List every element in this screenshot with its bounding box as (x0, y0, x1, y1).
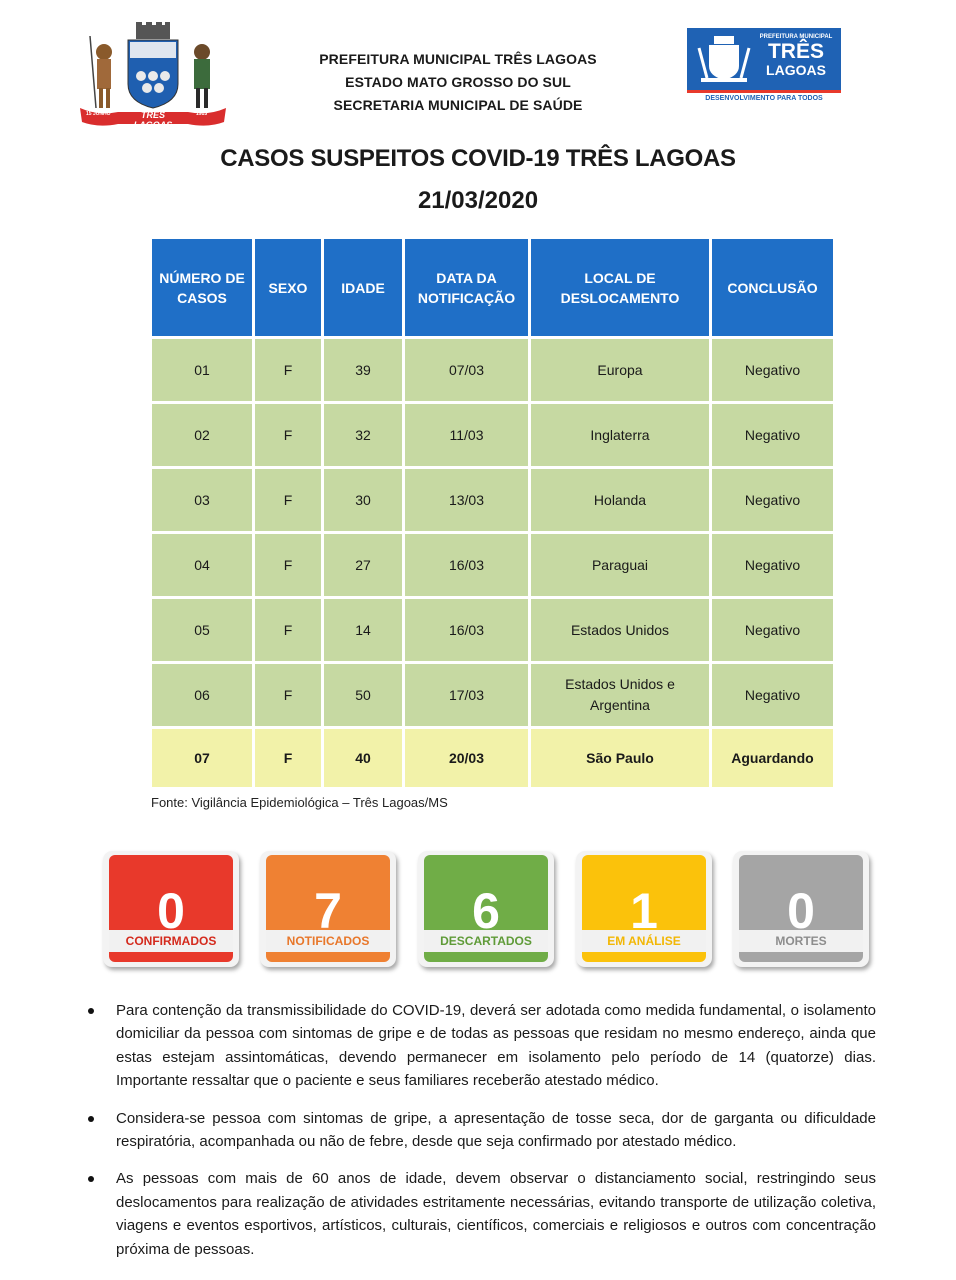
cell-conclusao: Negativo (712, 404, 833, 466)
counter-bottom-strip (424, 952, 548, 962)
table-row (152, 664, 833, 726)
cell-idade: 39 (324, 339, 402, 401)
table-row (152, 404, 833, 466)
cell-data: 16/03 (405, 599, 528, 661)
cell-data: 17/03 (405, 664, 528, 726)
counter-value: 6 (472, 883, 500, 930)
counter-value: 0 (787, 883, 815, 930)
coat-of-arms-banner-center: TRÊS LAGOAS (133, 110, 173, 130)
counter-number-area (109, 855, 233, 930)
header-line-secretaria: SECRETARIA MUNICIPAL DE SAÚDE (333, 97, 583, 113)
brand-logo-tagline: DESENVOLVIMENTO PARA TODOS (705, 95, 823, 102)
counter-label: DESCARTADOS (424, 930, 548, 952)
cell-sexo: F (255, 339, 321, 401)
coat-of-arms-banner-right: 1915 (196, 111, 208, 117)
brand-logo-line1: PREFEITURA MUNICIPAL (759, 34, 833, 40)
counter-bottom-strip (582, 952, 706, 962)
data-source-note: Fonte: Vigilância Epidemiológica – Três Lagoas/MS (151, 795, 448, 810)
guidance-bullet-list (86, 999, 876, 1275)
cell-idade: 50 (324, 664, 402, 726)
cell-data: 11/03 (405, 404, 528, 466)
table-header-row (152, 239, 833, 336)
cell-data: 07/03 (405, 339, 528, 401)
cell-local: São Paulo (531, 729, 709, 787)
cell-local: Holanda (531, 469, 709, 531)
brand-logo-line2: TRÊS (767, 40, 824, 63)
list-item (86, 1107, 876, 1154)
counter-em-analise (576, 851, 712, 967)
bullet-icon (88, 1008, 94, 1014)
col-header-local: LOCAL DE DESLOCAMENTO (531, 239, 709, 336)
counter-value: 1 (630, 883, 658, 930)
counter-confirmados (103, 851, 239, 967)
cell-local: Paraguai (531, 534, 709, 596)
cell-sexo: F (255, 664, 321, 726)
counter-value: 0 (157, 883, 185, 930)
list-item (86, 999, 876, 1093)
table-row (152, 599, 833, 661)
list-item (86, 1167, 876, 1261)
cell-numero: 06 (152, 664, 252, 726)
bullet-icon (88, 1176, 94, 1182)
table-row (152, 339, 833, 401)
counter-notificados (260, 851, 396, 967)
cell-sexo: F (255, 729, 321, 787)
col-header-idade: IDADE (324, 239, 402, 336)
cell-sexo: F (255, 534, 321, 596)
counter-number-area (424, 855, 548, 930)
cell-conclusao: Negativo (712, 534, 833, 596)
counter-bottom-strip (266, 952, 390, 962)
bullet-text: Para contenção da transmissibilidade do COVID-19, deverá ser adotada como medida fundamental, o isolamento domiciliar da pessoa com sintomas de gripe e de todas as pessoas que residam no mesmo endereço, ainda que estas estejam assintomáticas, devendo permanecer em isolamento pelo período de 14 (quatorze) dias. Importante ressaltar que o paciente e seus familiares receberão atestado médico. (116, 1002, 876, 1090)
cell-idade: 32 (324, 404, 402, 466)
counter-number-area (582, 855, 706, 930)
col-header-data: DATA DA NOTIFICAÇÃO (405, 239, 528, 336)
brand-logo-line3: LAGOAS (766, 62, 826, 78)
cell-sexo: F (255, 599, 321, 661)
header-institution (0, 48, 956, 117)
table-row (152, 469, 833, 531)
coat-of-arms-banner-left: 15 JUNHO (86, 111, 111, 117)
cell-local: Estados Unidos e Argentina (531, 664, 709, 726)
cell-conclusao: Negativo (712, 599, 833, 661)
cell-data: 13/03 (405, 469, 528, 531)
table-row-pending (152, 729, 833, 787)
counter-label: MORTES (739, 930, 863, 952)
cell-numero: 01 (152, 339, 252, 401)
counter-bottom-strip (739, 952, 863, 962)
document-date: 21/03/2020 (417, 187, 539, 214)
cell-numero: 03 (152, 469, 252, 531)
bullet-icon (88, 1116, 94, 1122)
cell-conclusao: Negativo (712, 469, 833, 531)
cell-idade: 27 (324, 534, 402, 596)
counter-value: 7 (314, 883, 342, 930)
bullet-text: Considera-se pessoa com sintomas de gripe, a apresentação de tosse seca, dor de garganta ou dificuldade respiratória, acompanhada ou não de febre, desde que seja confirmado por atestado médico. (116, 1109, 876, 1151)
cell-conclusao: Negativo (712, 664, 833, 726)
cell-local: Estados Unidos (531, 599, 709, 661)
counter-number-area (739, 855, 863, 930)
cell-sexo: F (255, 404, 321, 466)
cell-numero: 05 (152, 599, 252, 661)
cell-data: 20/03 (405, 729, 528, 787)
counter-label: EM ANÁLISE (582, 930, 706, 952)
cell-data: 16/03 (405, 534, 528, 596)
cell-conclusao: Negativo (712, 339, 833, 401)
counter-bottom-strip (109, 952, 233, 962)
col-header-numero: NÚMERO DE CASOS (152, 239, 252, 336)
document-title: CASOS SUSPEITOS COVID-19 TRÊS LAGOAS (220, 145, 736, 172)
cell-sexo: F (255, 469, 321, 531)
counter-number-area (266, 855, 390, 930)
cell-local: Inglaterra (531, 404, 709, 466)
col-header-conclusao: CONCLUSÃO (712, 239, 833, 336)
cell-numero: 07 (152, 729, 252, 787)
cell-conclusao: Aguardando (712, 729, 833, 787)
cell-numero: 02 (152, 404, 252, 466)
cell-idade: 14 (324, 599, 402, 661)
cell-local: Europa (531, 339, 709, 401)
bullet-text: As pessoas com mais de 60 anos de idade, devem observar o distanciamento social, restringindo seus deslocamentos para realização de atividades estritamente necessárias, evitando transporte de utilização coletiva, viagens e eventos esportivos, artísticos, culturais, científicos, comerciais e religiosos e outros com concentração próxima de pessoas. (116, 1170, 876, 1258)
counter-label: NOTIFICADOS (266, 930, 390, 952)
header-line-estado: ESTADO MATO GROSSO DO SUL (345, 74, 571, 90)
counter-mortes (733, 851, 869, 967)
suspected-cases-table (149, 236, 836, 790)
counter-descartados (418, 851, 554, 967)
col-header-sexo: SEXO (255, 239, 321, 336)
cell-idade: 40 (324, 729, 402, 787)
header-line-prefeitura: PREFEITURA MUNICIPAL TRÊS LAGOAS (319, 51, 597, 67)
cell-numero: 04 (152, 534, 252, 596)
counter-label: CONFIRMADOS (109, 930, 233, 952)
cell-idade: 30 (324, 469, 402, 531)
table-row (152, 534, 833, 596)
